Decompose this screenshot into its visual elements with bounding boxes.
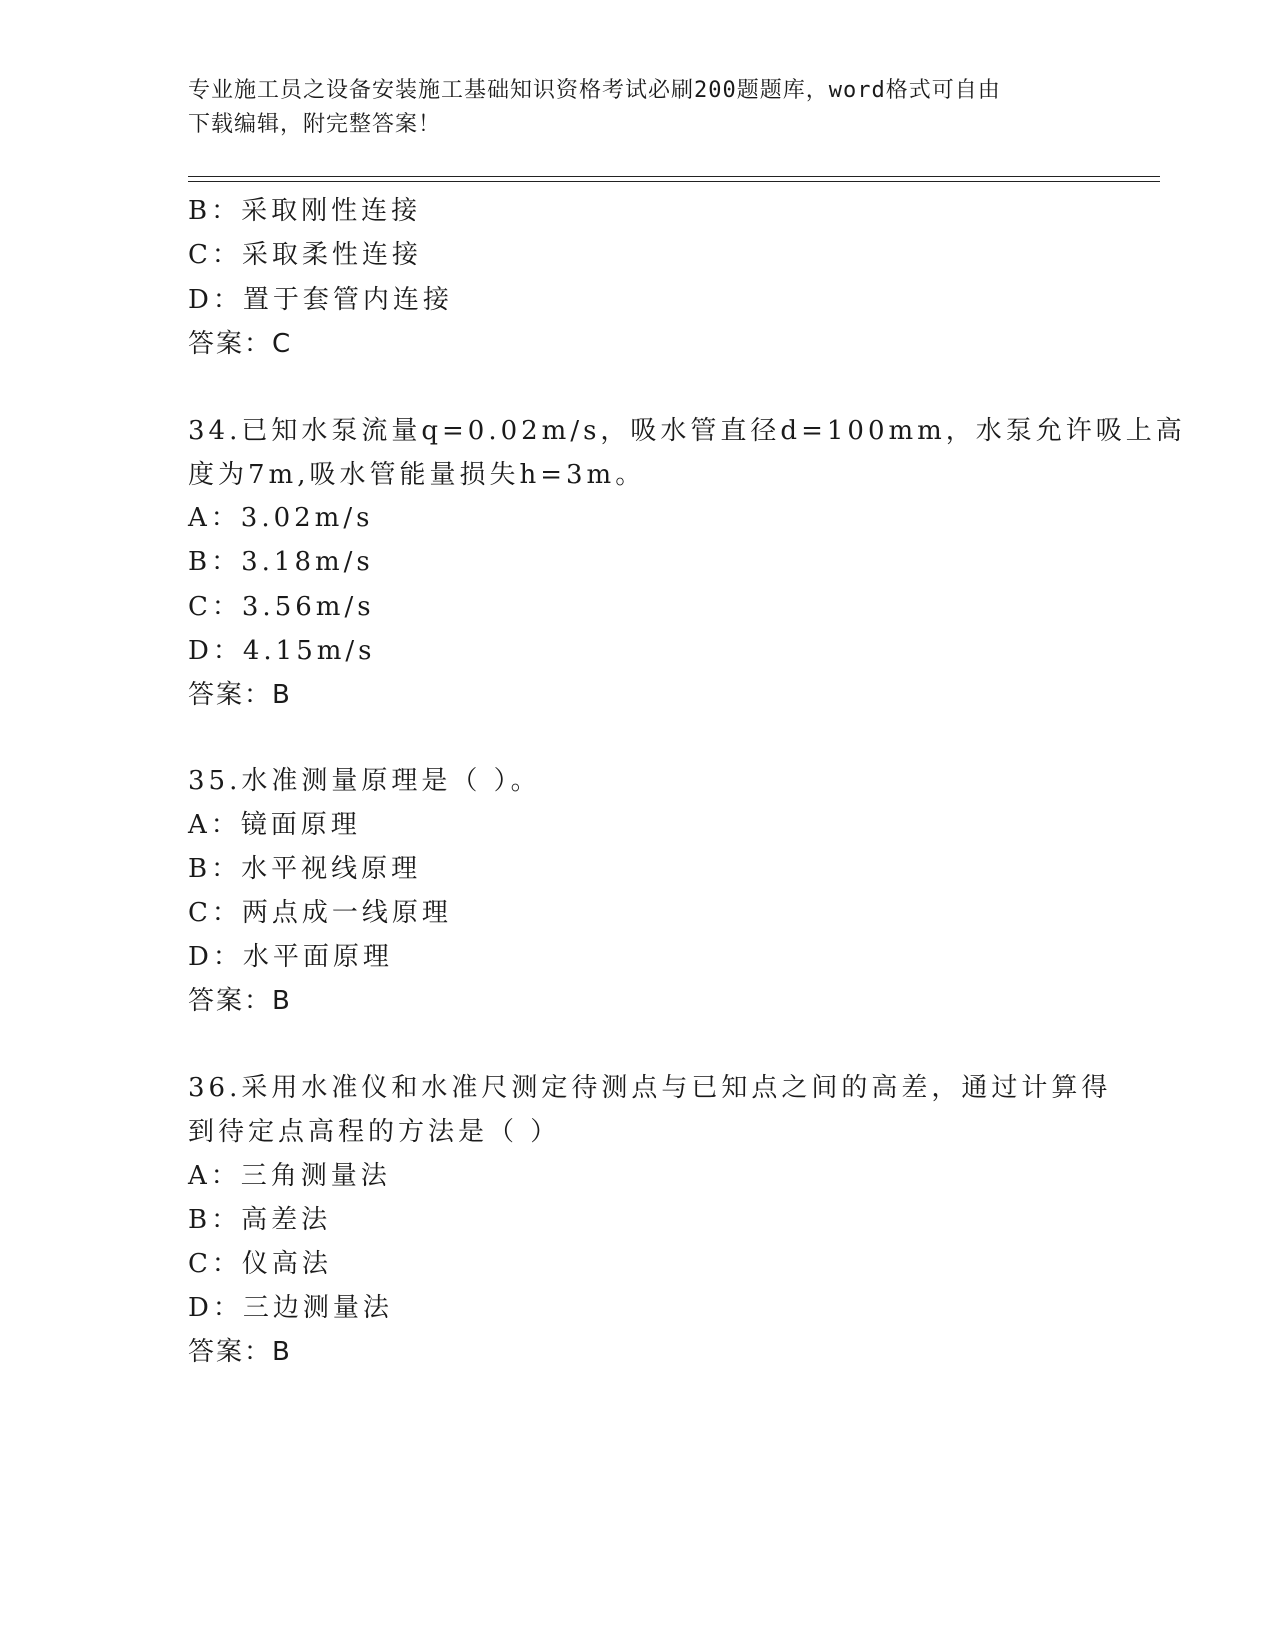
q35-stem-line-1: 35.水准测量原理是（ ）。 <box>188 766 541 796</box>
q36-option-b: B：高差法 <box>188 1205 332 1235</box>
q33-option-c: C：采取柔性连接 <box>188 240 422 270</box>
q34-option-c: C：3.56m/s <box>188 592 375 622</box>
q34-answer: 答案：B <box>188 680 292 710</box>
q35-option-b: B：水平视线原理 <box>188 854 422 884</box>
q33-answer: 答案：C <box>188 329 293 359</box>
q35-option-a: A：镜面原理 <box>188 810 361 840</box>
header-divider-bottom <box>188 181 1160 182</box>
document-header <box>188 74 1088 142</box>
header-line-1: 专业施工员之设备安装施工基础知识资格考试必刷200题题库，word格式可自由 <box>188 78 1001 103</box>
q36-stem-line-1: 36.采用水准仪和水准尺测定待测点与已知点之间的高差，通过计算得 <box>188 1073 1112 1103</box>
q36-option-a: A：三角测量法 <box>188 1161 391 1191</box>
q36-answer: 答案：B <box>188 1337 292 1367</box>
q35-answer: 答案：B <box>188 986 292 1016</box>
q34-option-b: B：3.18m/s <box>188 547 374 577</box>
header-line-2: 下载编辑，附完整答案！ <box>188 112 442 137</box>
q36-stem-line-2: 到待定点高程的方法是（ ） <box>188 1117 561 1147</box>
q33-option-b: B：采取刚性连接 <box>188 196 422 226</box>
q35-option-c: C：两点成一线原理 <box>188 898 452 928</box>
q36-option-c: C：仪高法 <box>188 1249 332 1279</box>
q36-option-d: D：三边测量法 <box>188 1293 393 1323</box>
header-divider-top <box>188 176 1160 177</box>
q34-stem-line-2: 度为7m,吸水管能量损失h=3m。 <box>188 460 646 490</box>
q33-option-d: D：置于套管内连接 <box>188 285 453 315</box>
q34-option-d: D：4.15m/s <box>188 636 376 666</box>
q34-stem-line-1: 34.已知水泵流量q=0.02m/s，吸水管直径d=100mm，水泵允许吸上高 <box>188 416 1186 446</box>
q35-option-d: D：水平面原理 <box>188 942 393 972</box>
q34-option-a: A：3.02m/s <box>188 503 374 533</box>
